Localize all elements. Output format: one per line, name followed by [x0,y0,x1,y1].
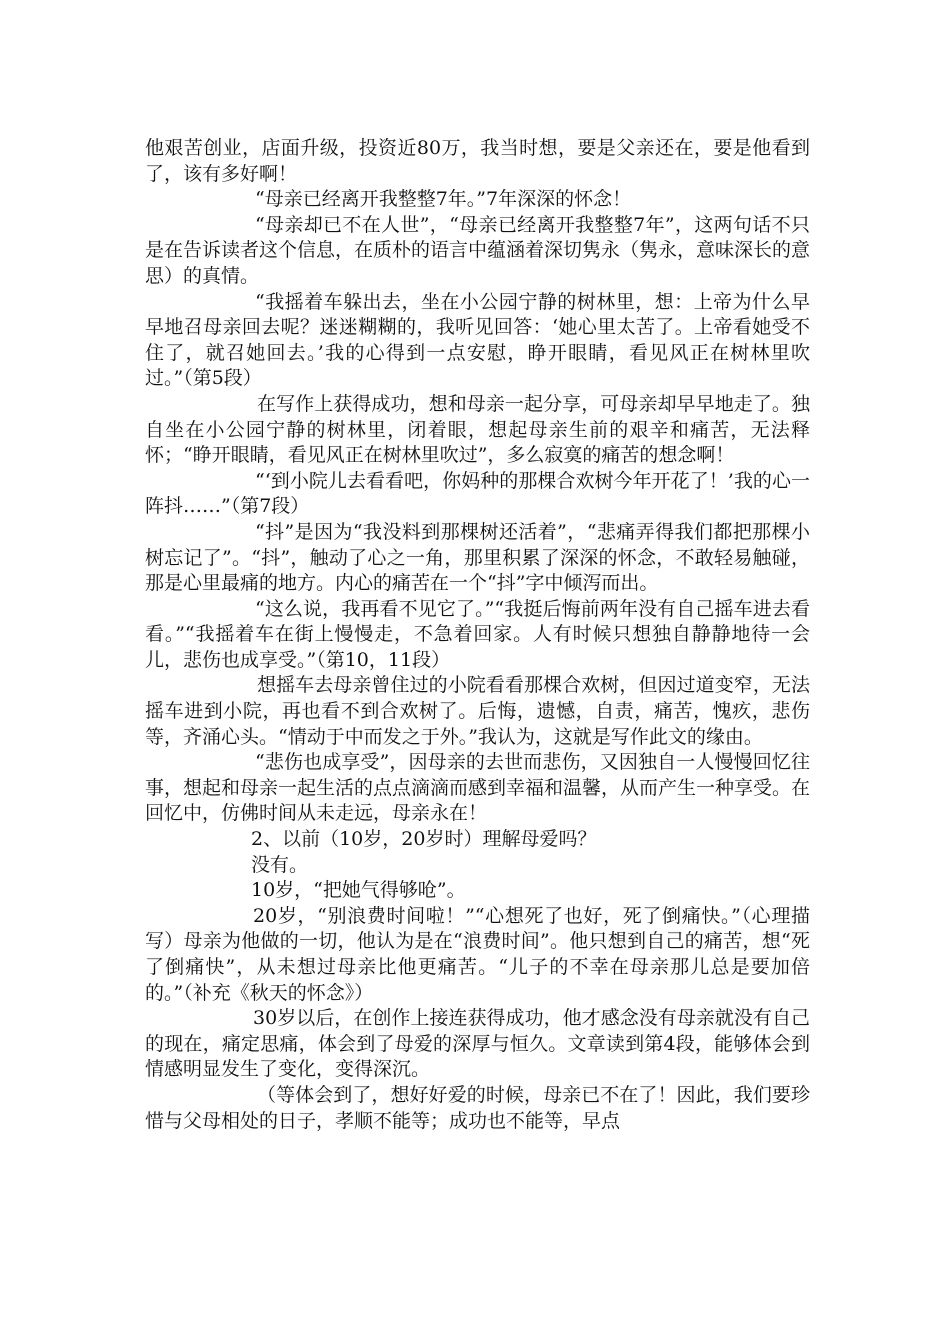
paragraph-8: “这么说，我再看不见它了。”“我挺后悔前两年没有自己摇车进去看看。”“我摇着车在街上慢慢走，不急着回家。人有时候只想独自静静地待一会儿，悲伤也成享受。”（第10，11段） [145,597,810,671]
paragraph-answer: 没有。 [251,853,309,876]
paragraph-3: “母亲却已不在人世”，“母亲已经离开我整整7年”，这两句话不只是在告诉读者这个信息，在质朴的语言中蕴涵着深切隽永（隽永，意味深长的意思）的真情。 [145,213,811,287]
paragraph-7: “抖”是因为“我没料到那棵树还活着”，“悲痛弄得我们都把那棵小树忘记了”。“抖”，触动了心之一角，那里积累了深深的怀念，不敢轻易触碰，那是心里最痛的地方。内心的痛苦在一个“抖”字中倾泻而出。 [145,520,810,595]
paragraph-2: “母亲已经离开我整整7年。”7年深深的怀念！ [255,188,632,211]
paragraph-conclusion: （等体会到了，想好好爱的时候，母亲已不在了！因此，我们要珍惜与父母相处的日子，孝顺不能等；成功也不能等，早点 [145,1083,810,1132]
paragraph-4: “我摇着车躲出去，坐在小公园宁静的树林里，想：上帝为什么早早地召母亲回去呢？迷迷糊糊的，我听见回答：‘她心里太苦了。上帝看她受不住了，就召她回去。’我的心得到一点安慰，睁开眼睛，看见风正在树林里吹过。”（第5段） [145,290,810,390]
paragraph-age-20: 20岁，“别浪费时间啦！”“心想死了也好，死了倒痛快。”（心理描写）母亲为他做的一切，他认为是在“浪费时间”。他只想到自己的痛苦，想“死了倒痛快”，从未想过母亲比他更痛苦。“儿子的不幸在母亲那儿总是要加倍的。”（补充《秋天的怀念》） [145,904,810,1004]
question-2-heading: 2、以前（10岁，20岁时）理解母爱吗？ [251,828,597,851]
paragraph-5: 在写作上获得成功，想和母亲一起分享，可母亲却早早地走了。独自坐在小公园宁静的树林里，闭着眼，想起母亲生前的艰辛和痛苦，无法释怀；“睁开眼睛，看见风正在树林里吹过”，多么寂寞的痛苦的想念啊！ [145,392,810,467]
document-body [145,136,810,1134]
paragraph-9: 想摇车去母亲曾住过的小院看看那棵合欢树，但因过道变窄，无法摇车进到小院，再也看不到合欢树了。后悔，遗憾，自责，痛苦，愧疚，悲伤等，齐涌心头。“情动于中而发之于外。”我认为，这就是写作此文的缘由。 [145,674,810,748]
paragraph-age-10: 10岁，“把她气得够呛”。 [251,879,466,902]
paragraph-age-30: 30岁以后，在创作上接连获得成功，他才感念没有母亲就没有自己的现在，痛定思痛，体会到了母爱的深厚与恒久。文章读到第4段，能够体会到情感明显发生了变化，变得深沉。 [145,1007,810,1081]
paragraph-10: “悲伤也成享受”，因母亲的去世而悲伤，又因独自一人慢慢回忆往事，想起和母亲一起生活的点点滴滴而感到幸福和温馨，从而产生一种享受。在回忆中，仿佛时间从未走远，母亲永在！ [145,751,811,825]
paragraph-1: 他艰苦创业，店面升级，投资近80万，我当时想，要是父亲还在，要是他看到了，该有多好啊！ [145,137,810,185]
paragraph-6: “‘到小院儿去看看吧，你妈种的那棵合欢树今年开花了！’我的心一阵抖……”（第7段） [145,469,810,518]
